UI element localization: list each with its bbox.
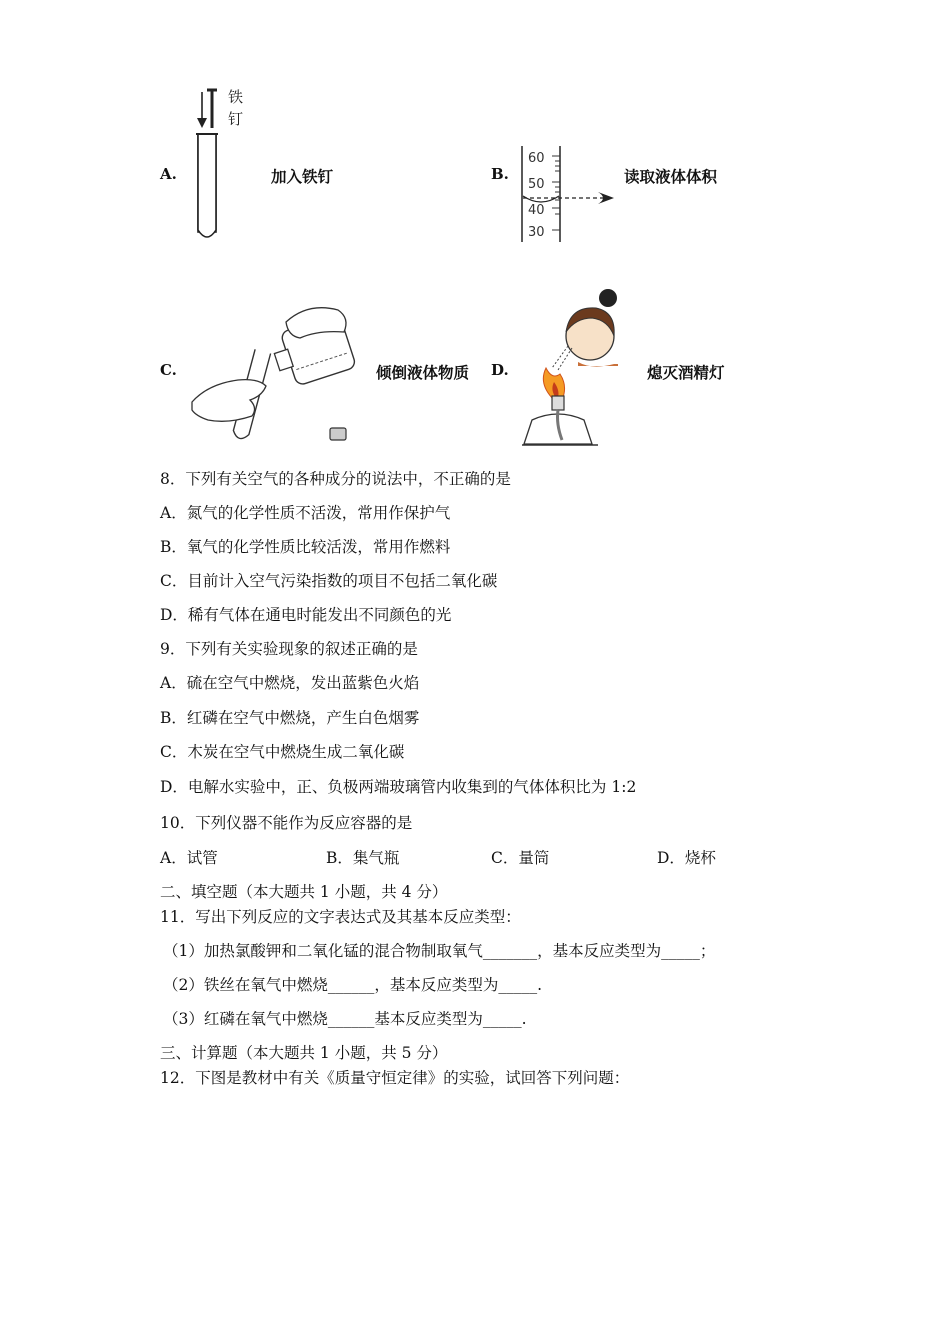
q9-option-c: C．木炭在空气中燃烧生成二氧化碳: [160, 743, 405, 761]
figure-label-ding: 钉: [228, 110, 244, 128]
q8-stem: 8．下列有关空气的各种成分的说法中，不正确的是: [160, 470, 511, 488]
option-b-label: B.: [491, 165, 509, 183]
q10-option-b: B．集气瓶: [326, 849, 400, 867]
extinguish-lamp-figure: [518, 284, 638, 448]
q9-option-b: B．红磷在空气中燃烧，产生白色烟雾: [160, 709, 420, 727]
q8-option-a: A．氮气的化学性质不活泼，常用作保护气: [160, 504, 451, 522]
breath-line: [552, 346, 568, 368]
breath-line: [558, 348, 572, 370]
scale-30: 30: [528, 225, 545, 240]
q8-option-d: D．稀有气体在通电时能发出不同颜色的光: [160, 606, 452, 624]
test-tube-body: [198, 134, 216, 237]
child-shoulder: [578, 362, 618, 367]
graduated-cylinder-figure: [516, 142, 626, 246]
option-c-label: C.: [160, 361, 177, 379]
q10-option-a: A．试管: [160, 849, 218, 867]
q10-option-d: D．烧杯: [657, 849, 716, 867]
option-d-label: D.: [491, 361, 509, 379]
section3-heading: 三、计算题（本大题共 1 小题，共 5 分）: [160, 1044, 448, 1062]
q11-item-3: （3）红磷在氧气中燃烧______基本反应类型为_____.: [163, 1010, 527, 1028]
scale-60: 60: [528, 151, 545, 166]
section2-heading: 二、填空题（本大题共 1 小题，共 4 分）: [160, 883, 448, 901]
q9-stem: 9．下列有关实验现象的叙述正确的是: [160, 640, 418, 658]
test-tube-nail-figure: [188, 82, 252, 247]
option-a-label: A.: [160, 165, 177, 183]
q8-option-c: C．目前计入空气污染指数的项目不包括二氧化碳: [160, 572, 498, 590]
bottle-stopper: [330, 428, 346, 440]
option-c-caption: 倾倒液体物质: [376, 363, 470, 382]
lamp-neck: [552, 396, 564, 410]
q10-stem: 10．下列仪器不能作为反应容器的是: [160, 814, 413, 832]
meniscus: [523, 196, 559, 202]
scale-50: 50: [528, 177, 545, 192]
scale-40: 40: [528, 203, 545, 218]
pouring-liquid-figure: [188, 292, 363, 447]
q9-option-d: D．电解水实验中，正、负极两端玻璃管内收集到的气体体积比为 1:2: [160, 778, 637, 796]
q12-stem: 12．下图是教材中有关《质量守恒定律》的实验，试回答下列问题：: [160, 1069, 630, 1087]
q9-option-a: A．硫在空气中燃烧，发出蓝紫色火焰: [160, 674, 420, 692]
option-d-caption: 熄灭酒精灯: [647, 363, 725, 382]
q10-option-c: C．量筒: [491, 849, 550, 867]
option-a-caption: 加入铁钉: [271, 167, 334, 186]
arrow-head: [197, 118, 207, 128]
figure-label-tie: 铁: [228, 88, 244, 106]
q11-item-2: （2）铁丝在氧气中燃烧______，基本反应类型为_____.: [163, 976, 543, 994]
q8-option-b: B．氧气的化学性质比较活泼，常用作燃料: [160, 538, 451, 556]
q11-item-1: （1）加热氯酸钾和二氧化锰的混合物制取氧气_______，基本反应类型为_____；: [163, 942, 716, 960]
option-b-caption: 读取液体体积: [624, 167, 718, 186]
hair-bun: [599, 289, 617, 307]
q11-stem: 11．写出下列反应的文字表达式及其基本反应类型：: [160, 908, 521, 926]
